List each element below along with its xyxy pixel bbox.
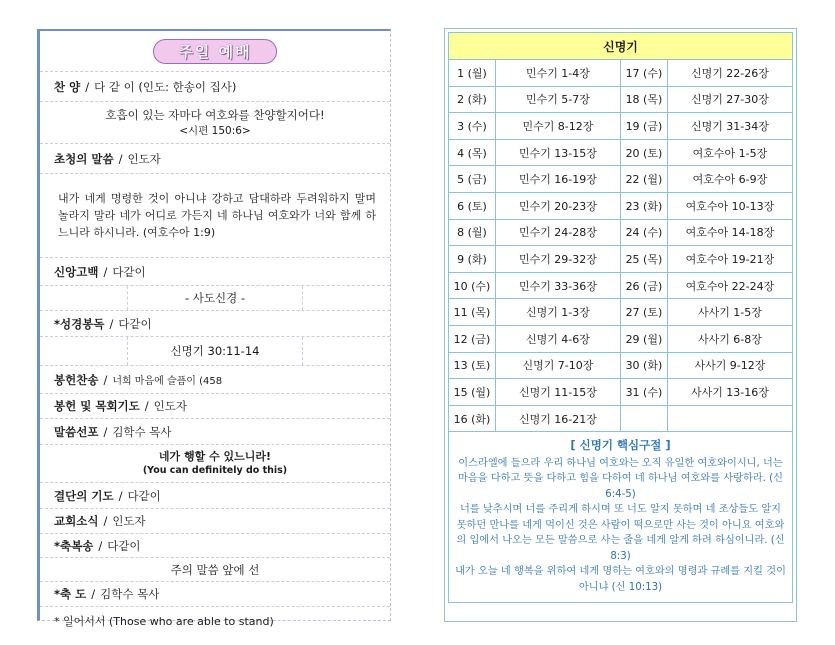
item-separator: /: [118, 151, 123, 166]
sermon-title: [143, 450, 287, 478]
schedule-reading: 신명기 1-3장: [495, 299, 620, 326]
schedule-date: 10 (수): [449, 272, 496, 299]
schedule-reading: 사사기 13-16장: [667, 379, 792, 406]
schedule-row: [449, 379, 793, 406]
order-item-invitation: [40, 144, 390, 174]
reading-schedule-table: [448, 32, 793, 432]
item-header: *축 도: [54, 587, 87, 601]
item-text: 다같이: [107, 538, 141, 553]
schedule-row: [449, 139, 793, 166]
item-separator: /: [144, 399, 149, 413]
schedule-reading: 여호수아 19-21장: [667, 246, 792, 273]
order-item-benediction: [40, 582, 390, 607]
item-separator: /: [85, 79, 90, 94]
schedule-date: 11 (목): [449, 299, 496, 326]
schedule-reading: 신명기 22-26장: [667, 60, 792, 87]
schedule-date: 1 (월): [449, 60, 496, 87]
item-header: 결단의 기도: [54, 488, 114, 503]
schedule-date: 2 (화): [449, 86, 496, 113]
item-separator: /: [103, 372, 108, 387]
reading-plan-panel: [444, 28, 797, 622]
schedule-reading: 민수기 1-4장: [495, 60, 620, 87]
schedule-reading: 사사기 6-8장: [667, 325, 792, 352]
schedule-reading: 민수기 8-12장: [495, 113, 620, 140]
schedule-date: 27 (토): [620, 299, 667, 326]
schedule-reading: 신명기 11-15장: [495, 379, 620, 406]
schedule-date: 19 (금): [620, 113, 667, 140]
schedule-reading: 여호수아 1-5장: [667, 139, 792, 166]
title-row: [40, 31, 390, 72]
schedule-row: [449, 325, 793, 352]
page-title: 주일 예배: [153, 39, 276, 64]
schedule-row: [449, 113, 793, 140]
schedule-date: 22 (월): [620, 166, 667, 193]
schedule-reading: 민수기 20-23장: [495, 192, 620, 219]
schedule-date: 12 (금): [449, 325, 496, 352]
schedule-row: [449, 246, 793, 273]
item-text: 인도자: [127, 151, 161, 166]
item-text: 다같이: [118, 316, 152, 331]
schedule-reading: 여호수아 10-13장: [667, 192, 792, 219]
item-separator: /: [103, 424, 108, 439]
order-item-offering-prayer: [40, 394, 390, 419]
key-verse-3: 내가 오늘 네 행복을 위하여 네게 명하는 여호와의 명령과 규례를 지킬 것이 아니냐 (신 10:13): [455, 566, 786, 593]
order-item-announcements: [40, 509, 390, 534]
item-header: *축복송: [54, 538, 94, 553]
schedule-reading: 신명기 7-10장: [495, 352, 620, 379]
schedule-date: 13 (토): [449, 352, 496, 379]
sermon-title-row: [40, 445, 390, 483]
schedule-date: 26 (금): [620, 272, 667, 299]
item-text: 김학수 목사: [100, 587, 160, 601]
schedule-reading: 신명기 27-30장: [667, 86, 792, 113]
schedule-date: 29 (월): [620, 325, 667, 352]
key-verse-2: 너를 낮추시며 너를 주리게 하시며 또 너도 알지 못하며 네 조상들도 알지 못하던 만나를 네게 먹이신 것은 사람이 떡으로만 사는 것이 아니요 여호와의 입에서 나오는 모든 말씀으로 사는 줄을 네게 알게 하려 하심이니라. (신 8:3): [456, 504, 785, 562]
item-header: *성경봉독: [54, 316, 105, 331]
schedule-row: [449, 405, 793, 432]
schedule-date: 15 (월): [449, 379, 496, 406]
schedule-row: [449, 299, 793, 326]
schedule-date: 8 (월): [449, 219, 496, 246]
item-header: 봉헌 및 목회기도: [54, 399, 140, 413]
schedule-reading: 신명기 16-21장: [495, 405, 620, 432]
order-item-offering-hymn: [40, 366, 390, 394]
order-item-sermon: [40, 419, 390, 445]
schedule-date: 24 (수): [620, 219, 667, 246]
schedule-reading: 민수기 24-28장: [495, 219, 620, 246]
order-item-praise: [40, 72, 390, 102]
schedule-date: 4 (목): [449, 139, 496, 166]
creed-text: - 사도신경 -: [184, 291, 246, 305]
item-separator: /: [109, 316, 114, 331]
schedule-date: 6 (토): [449, 192, 496, 219]
schedule-row: [449, 352, 793, 379]
schedule-reading: 민수기 16-19장: [495, 166, 620, 193]
item-header: 찬 양: [54, 79, 81, 94]
item-separator: /: [103, 264, 108, 279]
schedule-reading: 사사기 1-5장: [667, 299, 792, 326]
key-verse-1: 이스라엘에 들으라 우리 하나님 여호와는 오직 유일한 여호와이시니, 너는 마음을 다하고 뜻을 다하고 힘을 다하여 네 하나님 여호와를 사랑하라. (신 6:4-5): [458, 457, 783, 500]
schedule-reading: 신명기 4-6장: [495, 325, 620, 352]
creed-cell: [127, 286, 303, 310]
item-separator: /: [103, 514, 108, 528]
verse-body: 내가 네게 명령한 것이 아니냐 강하고 담대하라 두려워하지 말며 놀라지 말라 네가 어디로 가든지 네 하나님 여호와가 너와 함께 하느니라 하시니라. (여호수아 1:9): [58, 192, 376, 239]
sermon-title-en: (You can definitely do this): [142, 464, 288, 476]
psalm-verse: [40, 102, 390, 144]
schedule-reading: 신명기 31-34장: [667, 113, 792, 140]
item-header: 초청의 말씀: [54, 151, 114, 166]
blessing-song-subrow: [40, 558, 390, 582]
schedule-reading: 민수기 33-36장: [495, 272, 620, 299]
scripture-subrow: [40, 337, 390, 366]
item-separator: /: [98, 538, 103, 553]
schedule-date: 9 (화): [449, 246, 496, 273]
schedule-date: 16 (화): [449, 405, 496, 432]
key-verses-box: [448, 432, 793, 603]
item-header: 말씀선포: [54, 424, 99, 439]
schedule-reading: 여호수아 22-24장: [667, 272, 792, 299]
scripture-cell: [127, 337, 303, 365]
schedule-reading: 민수기 29-32장: [495, 246, 620, 273]
schedule-date: [620, 405, 667, 432]
item-text: 다같이: [112, 264, 146, 279]
item-header: 봉헌찬송: [54, 372, 99, 387]
note-text: * 일어서서 (Those who are able to stand): [54, 615, 274, 628]
item-text: 인도자: [112, 514, 146, 528]
standing-note: [40, 607, 390, 635]
key-verses-title: [ 신명기 핵심구절 ]: [570, 438, 671, 453]
verse-reference: <시편 150:6>: [179, 125, 251, 137]
creed-subrow: [40, 286, 390, 311]
schedule-reading: [667, 405, 792, 432]
blessing-song-title: 주의 말씀 앞에 선: [170, 562, 260, 577]
schedule-row: [449, 166, 793, 193]
schedule-reading: 여호수아 6-9장: [667, 166, 792, 193]
item-header: 신앙고백: [54, 264, 99, 279]
schedule-reading: 민수기 5-7장: [495, 86, 620, 113]
worship-order-panel: [37, 29, 391, 628]
schedule-title: 신명기: [449, 33, 793, 60]
schedule-date: 20 (토): [620, 139, 667, 166]
item-separator: /: [118, 488, 123, 503]
item-text: 너희 마음에 슬픔이 (458: [112, 376, 223, 387]
schedule-date: 17 (수): [620, 60, 667, 87]
schedule-row: [449, 192, 793, 219]
item-text: 김학수 목사: [112, 424, 172, 439]
schedule-row: [449, 60, 793, 87]
order-item-creed: [40, 258, 390, 286]
schedule-reading: 여호수아 14-18장: [667, 219, 792, 246]
schedule-reading: 민수기 13-15장: [495, 139, 620, 166]
schedule-row: [449, 272, 793, 299]
sermon-title-ko: 네가 행할 수 있느니라!: [158, 449, 272, 463]
schedule-date: 23 (화): [620, 192, 667, 219]
item-text: 다 같 이 (인도: 한송이 집사): [94, 79, 237, 94]
order-item-decision-prayer: [40, 483, 390, 509]
item-text: 인도자: [153, 399, 187, 413]
schedule-date: 30 (화): [620, 352, 667, 379]
schedule-date: 31 (수): [620, 379, 667, 406]
schedule-date: 25 (목): [620, 246, 667, 273]
scripture-text: 신명기 30:11-14: [170, 344, 260, 358]
order-item-scripture: [40, 311, 390, 337]
item-separator: /: [91, 587, 96, 601]
schedule-date: 3 (수): [449, 113, 496, 140]
schedule-row: [449, 219, 793, 246]
item-text: 다같이: [127, 488, 161, 503]
schedule-reading: 사사기 9-12장: [667, 352, 792, 379]
item-header: 교회소식: [54, 514, 99, 528]
order-item-blessing-song: [40, 534, 390, 558]
schedule-date: 18 (목): [620, 86, 667, 113]
invitation-verse: [40, 174, 390, 258]
schedule-date: 5 (금): [449, 166, 496, 193]
schedule-row: [449, 86, 793, 113]
schedule-header-row: [449, 33, 793, 60]
verse-text: 호흡이 있는 자마다 여호와를 찬양할지어다!: [105, 108, 325, 122]
